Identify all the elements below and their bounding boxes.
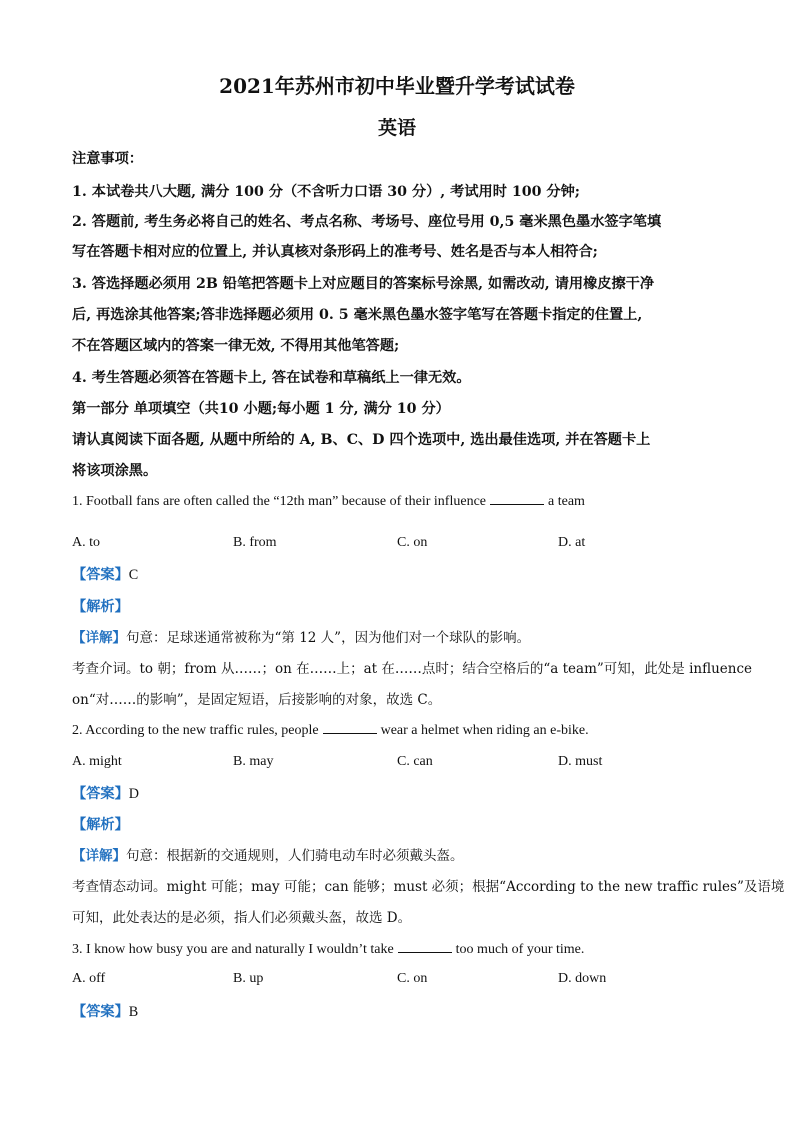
option-d: D. must (558, 754, 603, 769)
notes-item: 2. 答题前, 考生务必将自己的姓名、考点名称、考场号、座位号用 0,5 毫米黑色墨水签字笔填 (72, 214, 662, 230)
section-instructions: 将该项涂黑。 (72, 463, 158, 479)
option-b: B. from (233, 535, 277, 550)
notes-item: 1. 本试卷共八大题, 满分 100 分（不含听力口语 30 分）, 考试用时 100 分钟; (72, 184, 581, 200)
option-d: D. at (558, 535, 586, 550)
option-c: C. on (397, 971, 428, 986)
option-a: A. off (72, 971, 106, 986)
detail-line: 【详解】句意：足球迷通常被称为“第 12 人”，因为他们对一个球队的影响。 (72, 630, 531, 646)
option-c: C. on (397, 535, 428, 550)
analysis-line (72, 815, 732, 835)
detail-line: 可知，此处表达的是必须，指人们必须戴头盔，故选 D。 (72, 910, 412, 926)
answer-blank (323, 721, 377, 734)
analysis-label: 【解析】 (72, 817, 129, 833)
answer-label: 【答案】 (72, 1004, 129, 1020)
exam-title: 2021年苏州市初中毕业暨升学考试试卷 (219, 74, 575, 98)
option-b: B. up (233, 971, 264, 986)
detail-line: 【详解】句意：根据新的交通规则，人们骑电动车时必须戴头盔。 (72, 848, 464, 864)
question-stem: 2. According to the new traffic rules, people wear a helmet when riding an e-bike. (72, 723, 589, 738)
detail-label: 【详解】 (72, 630, 126, 646)
option-c: C. can (397, 754, 433, 769)
option-a: A. might (72, 754, 122, 769)
question-stem: 3. I know how busy you are and naturally I wouldn’t take too much of your time. (72, 942, 585, 957)
notes-item: 3. 答选择题必须用 2B 铅笔把答题卡上对应题目的答案标号涂黑, 如需改动, 请用橡皮擦干净 (72, 276, 655, 292)
notes-item: 写在答题卡相对应的位置上, 并认真核对条形码上的准考号、姓名是否与本人相符合; (72, 244, 598, 260)
detail-line: 考查介词。to 朝；from 从……；on 在……上；at 在……点时；结合空格后的“a team”可知，此处是 influence (72, 661, 753, 677)
answer-blank (490, 492, 544, 505)
subject-title: 英语 (377, 117, 416, 139)
notes-item: 后, 再选涂其他答案;答非选择题必须用 0. 5 毫米黑色墨水签字笔写在答题卡指定的住置上, (72, 307, 643, 323)
answer-line (72, 565, 732, 585)
option-d: D. down (558, 971, 607, 986)
section-instructions: 请认真阅读下面各题, 从题中所给的 A, B、C、D 四个选项中, 选出最佳选项, 并在答题卡上 (72, 432, 651, 448)
answer-line (72, 784, 732, 804)
answer-value: C (128, 567, 139, 583)
answer-label: 【答案】 (72, 567, 129, 583)
notes-heading: 注意事项： (72, 151, 143, 167)
analysis-label: 【解析】 (72, 599, 129, 615)
answer-value: D (128, 786, 140, 802)
notes-item: 不在答题区域内的答案一律无效, 不得用其他笔答题; (72, 338, 400, 354)
analysis-line (72, 597, 732, 617)
detail-line: on“对……的影响”，是固定短语，后接影响的对象，故选 C。 (72, 692, 442, 708)
answer-label: 【答案】 (72, 786, 129, 802)
notes-item: 4. 考生答题必须答在答题卡上, 答在试卷和草稿纸上一律无效。 (72, 370, 471, 386)
question-stem: 1. Football fans are often called the “12th man” because of their influence a team (72, 494, 585, 509)
answer-blank (398, 940, 452, 953)
option-a: A. to (72, 535, 100, 550)
option-b: B. may (233, 754, 274, 769)
section-heading: 第一部分 单项填空（共10 小题;每小题 1 分, 满分 10 分） (72, 401, 450, 417)
answer-line (72, 1002, 732, 1022)
detail-label: 【详解】 (72, 848, 126, 864)
answer-value: B (128, 1004, 139, 1020)
detail-line: 考查情态动词。might 可能；may 可能；can 能够；must 必须；根据“According to the new traffic rules”及语境 (72, 879, 785, 895)
